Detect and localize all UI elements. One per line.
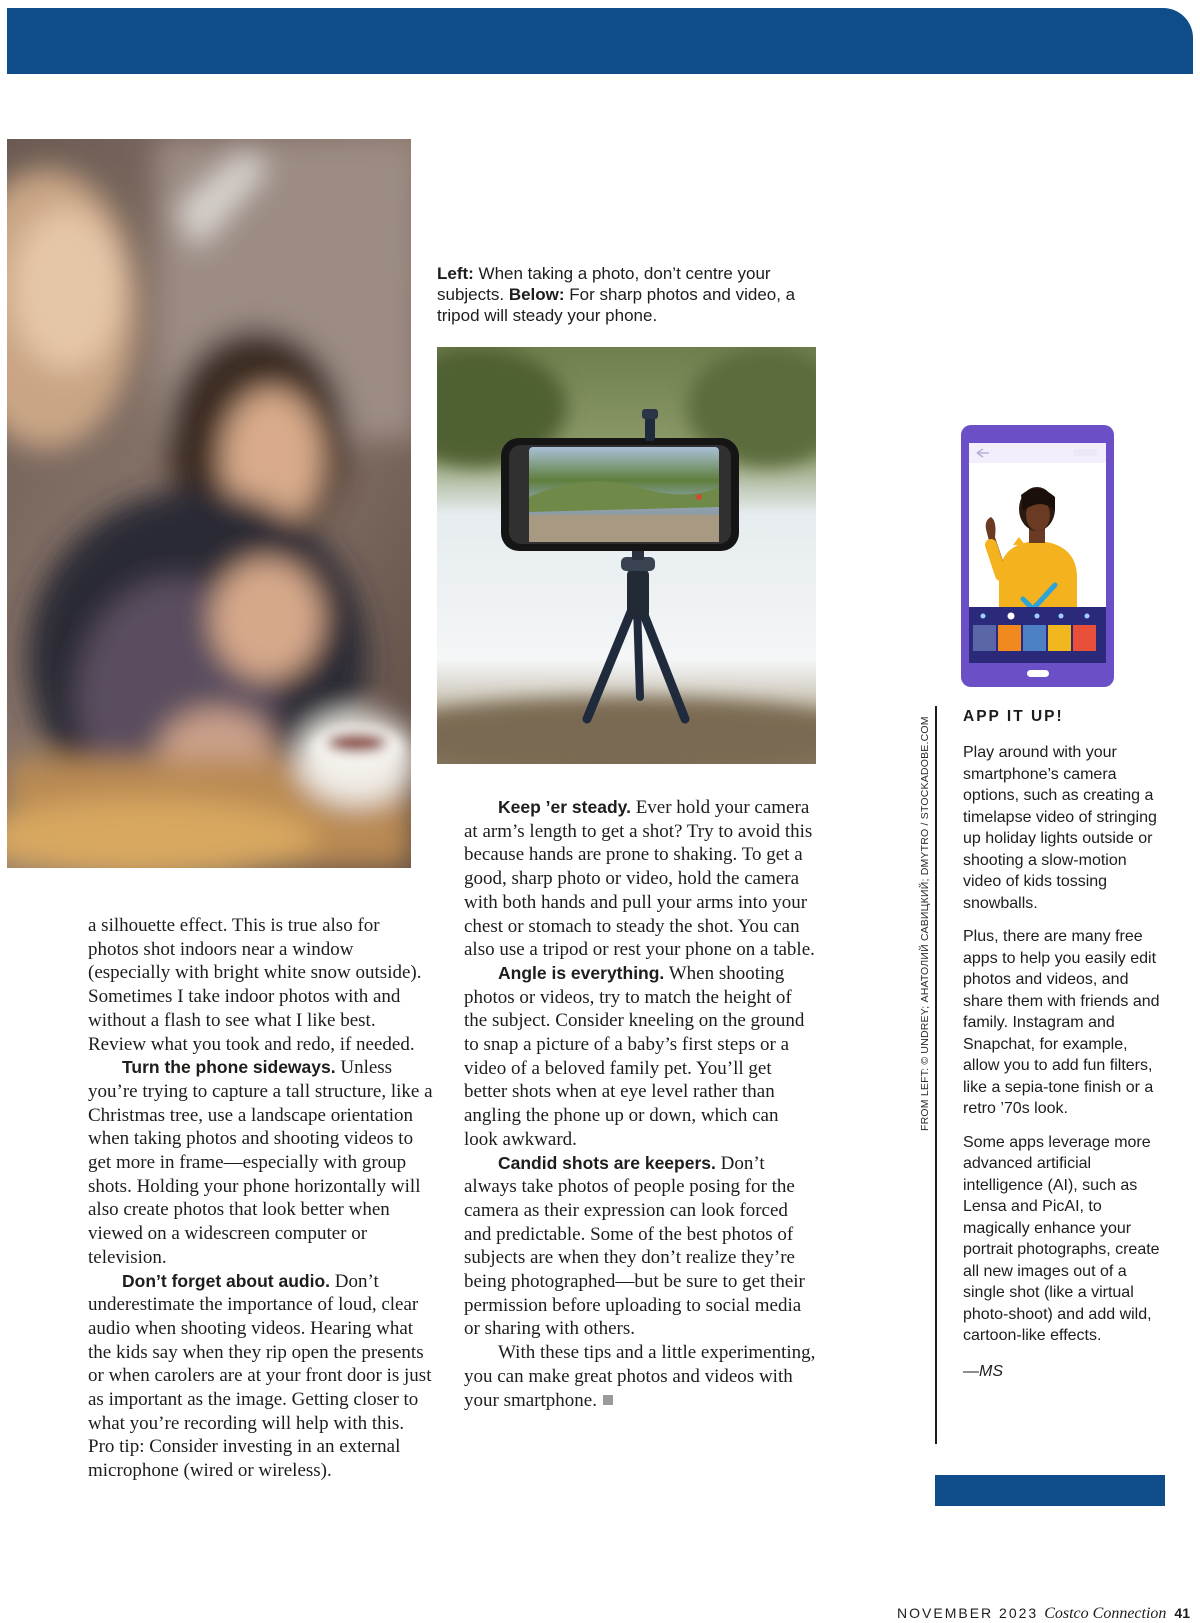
sidebar-divider <box>935 706 937 1444</box>
sidebar-paragraph-3: Some apps leverage more advanced artificial intelligence (AI), such as Lensa and PicAI, to magically enhance your portrait photographs, create all new images out of a single shot (like a virtual photo-shoot) and add wild, cartoon-like effects. <box>963 1133 1160 1344</box>
caption-left-label: Left: <box>437 264 474 283</box>
end-of-article-mark <box>603 1395 613 1405</box>
caption-below-label: Below: <box>504 285 565 304</box>
photo-phone-on-tripod <box>437 347 816 764</box>
col1-paragraph-3 <box>88 1270 433 1483</box>
col2-paragraph-1-body: Ever hold your camera at arm’s length to get a shot? Try to avoid this because hands are prone to shaking. To get a good, sharp photo or video, hold the camera with both hands and pull your arms into your chest or stomach to steady the shot. You can also use a tripod or rest your phone on a table. <box>464 797 815 961</box>
col2-paragraph-4-body: With these tips and a little experimenting, you can make great photos and videos with your smartphone. <box>464 1342 816 1411</box>
col1-paragraph-1: a silhouette effect. This is true also for photos shot indoors near a window (especially with bright white snow outside). Sometimes I take indoor photos with and without a flash to see what I like best. Review what you took and redo, if needed. <box>88 915 422 1055</box>
caption-left-text: When taking a photo, don’t centre your subjects. <box>437 264 771 304</box>
col1-subhead-audio: Don’t forget about audio. <box>122 1270 331 1291</box>
sidebar-footer-band <box>935 1475 1165 1506</box>
col1-subhead-sideways: Turn the phone sideways. <box>122 1057 336 1078</box>
photo-women-at-table <box>7 139 411 868</box>
sidebar-app-it-up <box>963 706 1168 1394</box>
folio-page-number: 41 <box>1174 1605 1190 1621</box>
sidebar-paragraph-2: Plus, there are many free apps to help you easily edit photos and videos, and share them with friends and family. Instagram and Snapchat, for example, allow you to add fun filters, like a sepia-tone finish or a retro ’70s look. <box>963 928 1160 1117</box>
col2-paragraph-1 <box>464 796 816 962</box>
article-column-2 <box>464 796 816 1412</box>
col2-subhead-steady: Keep ’er steady. <box>498 797 631 817</box>
col1-paragraph-2-body: Unless you’re trying to capture a tall structure, like a Christmas tree, use a landscape orientation when taking photos and shooting videos to get more in frame—especially with group shots. Holding your phone horizontally will also create photos that look better when viewed on a widescreen computer or television. <box>88 1057 433 1268</box>
tripod-illustration <box>437 347 816 764</box>
col2-paragraph-2-body: When shooting photos or videos, try to match the height of the subject. Consider kneeling on the ground to snap a picture of a baby’s first steps or a video of a beloved family pet. You’ll get better shots when at eye level rather than angling the phone up or down, which can look awkward. <box>464 962 805 1150</box>
header-color-band <box>7 8 1193 74</box>
folio-month: NOVEMBER 2023 <box>897 1605 1039 1621</box>
sidebar-paragraph-1: Play around with your smartphone’s camera options, such as creating a timelapse video of stringing up holiday lights outside or shooting a slow-motion video of kids tossing snowballs. <box>963 744 1157 912</box>
sidebar-signature: —MS <box>963 1362 1003 1380</box>
photo-caption <box>437 263 817 326</box>
photo-credit: FROM LEFT: © UNDREY; АНАТОЛИЙ САВИЦКИЙ; DMYTRO / STOCKADOBE.COM <box>919 716 931 1131</box>
phone-app-illustration <box>961 425 1114 687</box>
sidebar-title: APP IT UP! <box>963 708 1064 725</box>
page-folio <box>897 1605 1190 1622</box>
col2-paragraph-2 <box>464 962 816 1152</box>
folio-magazine: Costco Connection <box>1044 1605 1167 1622</box>
col2-subhead-candid: Candid shots are keepers. <box>498 1152 716 1173</box>
article-column-1 <box>88 914 433 1483</box>
col2-paragraph-4 <box>464 1341 816 1412</box>
col1-paragraph-2 <box>88 1056 433 1269</box>
col2-subhead-angle: Angle is everything. <box>498 962 665 983</box>
col2-paragraph-3 <box>464 1152 816 1342</box>
smartphone-icon <box>961 425 1114 687</box>
col1-paragraph-3-body: Don’t underestimate the importance of loud, clear audio when shooting videos. Hearing what the kids say when they rip open the presents or when carolers are at your front door is just as important as the image. Getting closer to what you’re recording will help with this. Pro tip: Consider investing in an external microphone (wired or wireless). <box>88 1270 432 1482</box>
photo-women-illustration <box>7 139 411 868</box>
caption-below-text: For sharp photos and video, a tripod will steady your phone. <box>437 285 796 325</box>
col2-paragraph-3-body: Don’t always take photos of people posing for the camera as their expression can look forced and predictable. Some of the best photos of subjects are when they don’t realize they’re being photographed—but be sure to get their permission before uploading to social media or sharing with others. <box>464 1152 805 1340</box>
